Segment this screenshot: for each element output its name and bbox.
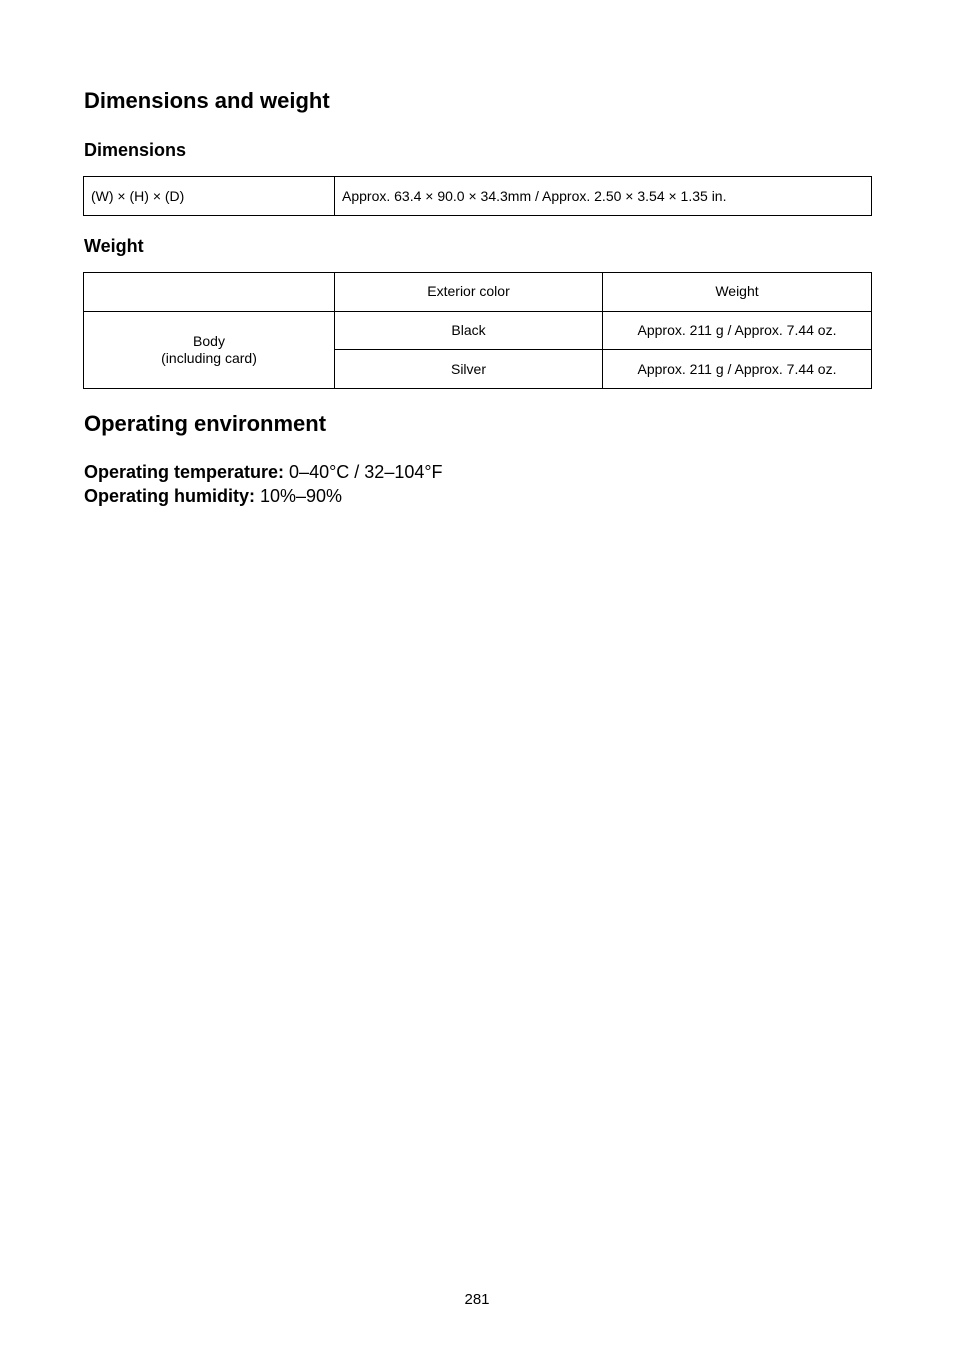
item-cell-body <box>84 311 335 388</box>
table-row <box>84 311 872 350</box>
operating-temperature-line <box>84 460 443 484</box>
subheading-dimensions: Dimensions <box>84 140 187 160</box>
color-cell: Silver <box>335 350 603 389</box>
table-header-row <box>84 273 872 312</box>
operating-humidity-line <box>84 484 342 508</box>
table-row <box>84 177 872 216</box>
heading-operating-environment: Operating environment <box>84 411 327 436</box>
weight-table <box>83 272 872 389</box>
operating-temperature-value: 0–40°C / 32–104°F <box>284 462 443 482</box>
subheading-weight: Weight <box>84 236 144 256</box>
dimensions-label-cell: (W) × (H) × (D) <box>84 177 335 216</box>
operating-humidity-label: Operating humidity: <box>84 486 255 506</box>
dimensions-table <box>83 176 872 216</box>
operating-humidity-value: 10%–90% <box>255 486 343 506</box>
weight-cell: Approx. 211 g / Approx. 7.44 oz. <box>603 311 872 350</box>
item-line-body: Body <box>193 332 225 349</box>
color-cell: Black <box>335 311 603 350</box>
header-empty-cell <box>84 273 335 312</box>
weight-cell: Approx. 211 g / Approx. 7.44 oz. <box>603 350 872 389</box>
page-number: 281 <box>464 1291 490 1308</box>
dimensions-value-cell: Approx. 63.4 × 90.0 × 34.3mm / Approx. 2.50 × 3.54 × 1.35 in. <box>335 177 872 216</box>
header-weight: Weight <box>603 273 872 312</box>
header-exterior-color: Exterior color <box>335 273 603 312</box>
item-line-including-card: (including card) <box>161 349 257 366</box>
operating-temperature-label: Operating temperature: <box>84 462 285 482</box>
heading-dimensions-and-weight: Dimensions and weight <box>84 88 330 113</box>
